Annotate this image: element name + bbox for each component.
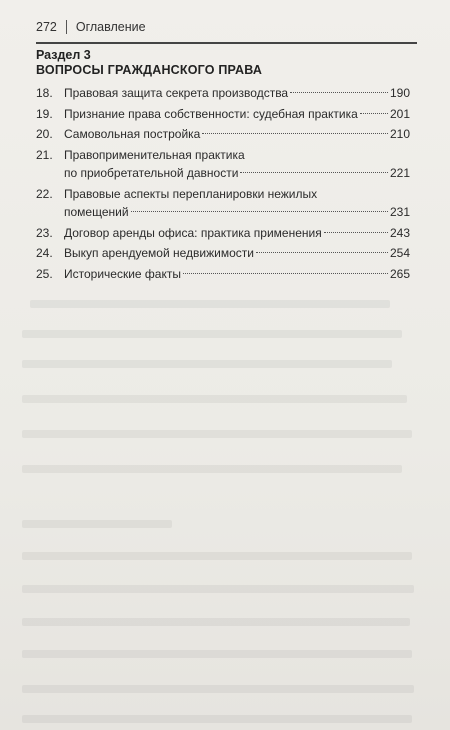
running-header-title: Оглавление — [75, 20, 146, 34]
toc-entry-number: 21. — [36, 147, 53, 162]
toc-entry-title: Правовая защита секрета производства — [64, 86, 289, 100]
bleed-through-line — [22, 715, 412, 723]
toc-entry[interactable] — [36, 265, 410, 284]
toc-entry-page: 201 — [389, 106, 410, 121]
toc-entry[interactable] — [36, 84, 410, 103]
page-number: 272 — [36, 20, 57, 34]
dot-leader — [290, 92, 388, 93]
toc-entry-page: 190 — [389, 86, 410, 100]
dot-leader — [240, 172, 388, 173]
bleed-through-line — [22, 395, 407, 403]
toc-entry-number: 22. — [36, 186, 53, 201]
dot-leader — [202, 133, 388, 134]
bleed-through-line — [22, 430, 412, 438]
dot-leader — [131, 211, 388, 212]
toc-entry-title: Самовольная постройка — [64, 127, 201, 141]
toc-entry-page: 210 — [389, 127, 410, 141]
dot-leader — [183, 273, 388, 274]
toc-entry-title: помещений — [64, 205, 129, 219]
toc-entry-number: 25. — [36, 266, 53, 281]
running-header — [36, 20, 416, 34]
toc-entry-title: Правовые аспекты перепланировки нежилых — [64, 186, 318, 201]
bleed-through-line — [22, 520, 172, 528]
dot-leader — [324, 232, 388, 233]
bleed-through-line — [22, 618, 410, 626]
dot-leader — [256, 252, 388, 253]
toc-entry[interactable] — [36, 125, 410, 144]
toc-entry-number: 18. — [36, 86, 53, 100]
bleed-through-line — [22, 685, 414, 693]
toc-entry-number: 23. — [36, 225, 53, 240]
bleed-through-line — [22, 360, 392, 368]
dot-leader — [360, 113, 388, 114]
toc-entry-page: 243 — [389, 225, 410, 240]
section-label: Раздел 3 — [36, 48, 91, 62]
toc-entry[interactable] — [36, 185, 410, 222]
header-rule — [36, 42, 417, 44]
toc-entry[interactable] — [36, 105, 410, 124]
toc-entry-page: 254 — [389, 246, 410, 260]
toc-entry-title: по приобретательной давности — [64, 166, 239, 180]
toc-entry-number: 24. — [36, 246, 53, 260]
toc-entry[interactable] — [36, 224, 410, 243]
bleed-through-line — [22, 650, 412, 658]
toc-entry-number: 20. — [36, 127, 53, 141]
bleed-through-line — [22, 552, 412, 560]
toc-entry-page: 221 — [389, 166, 410, 180]
toc-entry-number: 19. — [36, 106, 53, 121]
toc-entry[interactable] — [36, 244, 410, 263]
header-separator — [66, 20, 67, 34]
table-of-contents — [36, 84, 410, 285]
toc-entry-page: 231 — [389, 205, 410, 219]
toc-entry-title: Исторические факты — [64, 266, 181, 281]
bleed-through-line — [22, 330, 402, 338]
toc-entry-title: Договор аренды офиса: практика применения — [64, 225, 322, 240]
toc-entry[interactable] — [36, 146, 410, 183]
toc-entry-title: Правоприменительная практика — [64, 147, 245, 162]
toc-entry-title: Выкуп арендуемой недвижимости — [64, 246, 254, 260]
section-title: ВОПРОСЫ ГРАЖДАНСКОГО ПРАВА — [36, 63, 263, 77]
bleed-through-line — [22, 585, 414, 593]
bleed-through-line — [22, 465, 402, 473]
toc-entry-title: Признание права собственности: судебная практика — [64, 106, 358, 121]
bleed-through-line — [30, 300, 390, 308]
toc-entry-page: 265 — [389, 266, 410, 281]
